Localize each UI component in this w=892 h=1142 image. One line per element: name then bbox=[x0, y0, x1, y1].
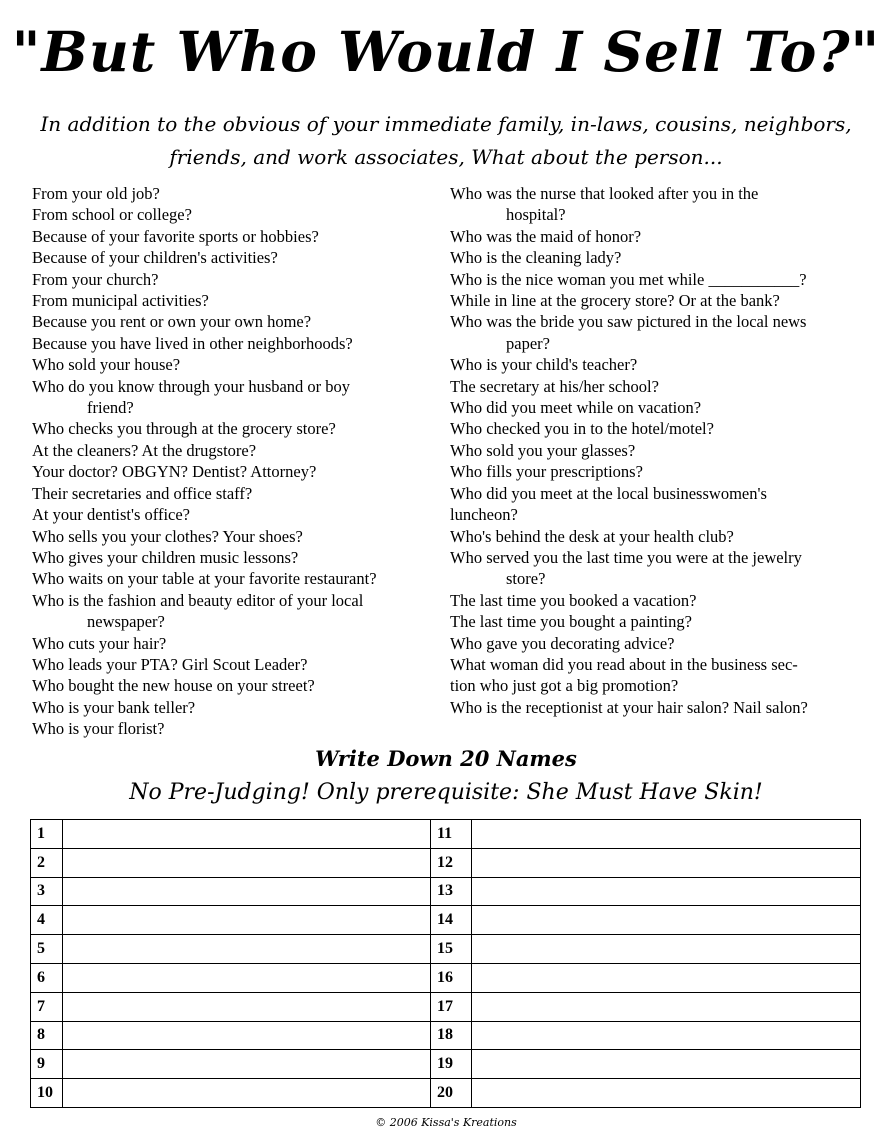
question-item: Who do you know through your husband or boy bbox=[32, 376, 351, 396]
row-number: 14 bbox=[431, 906, 472, 935]
question-item: Who served you the last time you were at the jewelry bbox=[450, 547, 802, 567]
name-entry-field[interactable] bbox=[63, 1050, 431, 1079]
name-entry-field[interactable] bbox=[472, 1079, 861, 1108]
names-table-row bbox=[31, 935, 861, 964]
question-item: Who cuts your hair? bbox=[32, 633, 167, 653]
question-item: luncheon? bbox=[450, 505, 518, 525]
name-entry-field[interactable] bbox=[63, 906, 431, 935]
name-entry-field[interactable] bbox=[472, 963, 861, 992]
question-item: Their secretaries and office staff? bbox=[32, 483, 253, 503]
question-item: The secretary at his/her school? bbox=[450, 376, 659, 396]
question-item: Who did you meet at the local businesswomen's bbox=[450, 483, 767, 503]
name-entry-field[interactable] bbox=[63, 963, 431, 992]
row-number: 18 bbox=[431, 1021, 472, 1050]
question-item: Who sold you your glasses? bbox=[450, 440, 636, 460]
name-entry-field[interactable] bbox=[472, 848, 861, 877]
row-number: 16 bbox=[431, 963, 472, 992]
row-number: 1 bbox=[31, 820, 63, 849]
row-number: 3 bbox=[31, 877, 63, 906]
intro-text: In addition to the obvious of your immediate family, in-laws, cousins, neighbors, friends, and work associates, What about the person... bbox=[40, 112, 852, 169]
name-entry-field[interactable] bbox=[472, 935, 861, 964]
question-item: Who is the receptionist at your hair salon? Nail salon? bbox=[450, 697, 808, 717]
row-number: 7 bbox=[31, 992, 63, 1021]
question-item: Who is the fashion and beauty editor of your local bbox=[32, 590, 364, 610]
question-item: What woman did you read about in the business sec- bbox=[450, 654, 798, 674]
name-entry-field[interactable] bbox=[472, 820, 861, 849]
name-entry-field[interactable] bbox=[472, 906, 861, 935]
question-item: Who was the maid of honor? bbox=[450, 226, 642, 246]
name-entry-field[interactable] bbox=[472, 1021, 861, 1050]
question-item: From your church? bbox=[32, 269, 159, 289]
name-entry-field[interactable] bbox=[63, 877, 431, 906]
row-number: 2 bbox=[31, 848, 63, 877]
row-number: 12 bbox=[431, 848, 472, 877]
row-number: 10 bbox=[31, 1079, 63, 1108]
question-item-continuation: store? bbox=[506, 569, 546, 589]
name-entry-field[interactable] bbox=[63, 848, 431, 877]
question-item: Who checks you through at the grocery store? bbox=[32, 419, 336, 439]
names-heading: Write Down 20 Names bbox=[315, 746, 577, 771]
row-number: 8 bbox=[31, 1021, 63, 1050]
question-item-continuation: newspaper? bbox=[87, 612, 165, 632]
question-item: Who sold your house? bbox=[32, 355, 181, 375]
question-item-continuation: hospital? bbox=[506, 205, 566, 225]
row-number: 15 bbox=[431, 935, 472, 964]
question-item: Who bought the new house on your street? bbox=[32, 676, 315, 696]
page-title: "But Who Would I Sell To?" bbox=[11, 19, 881, 84]
name-entry-field[interactable] bbox=[63, 1079, 431, 1108]
question-item: At the cleaners? At the drugstore? bbox=[32, 440, 257, 460]
question-item: Who gives your children music lessons? bbox=[32, 547, 299, 567]
question-item: Who is the cleaning lady? bbox=[450, 248, 622, 268]
question-item: Your doctor? OBGYN? Dentist? Attorney? bbox=[32, 462, 317, 482]
question-item: Because of your children's activities? bbox=[32, 248, 278, 268]
question-item: From your old job? bbox=[32, 184, 160, 203]
question-item-continuation: friend? bbox=[87, 398, 134, 418]
question-item-continuation: paper? bbox=[506, 333, 550, 353]
question-item: Because of your favorite sports or hobbies? bbox=[32, 226, 319, 246]
names-table-row bbox=[31, 848, 861, 877]
names-table-row bbox=[31, 963, 861, 992]
question-item: Who did you meet while on vacation? bbox=[450, 398, 702, 418]
question-item: Who is the nice woman you met while ___________? bbox=[450, 269, 807, 289]
right-question-list bbox=[450, 183, 860, 718]
names-table-row bbox=[31, 992, 861, 1021]
names-table-row bbox=[31, 1079, 861, 1108]
copyright-footer: © 2006 Kissa's Kreations bbox=[375, 1116, 517, 1129]
row-number: 4 bbox=[31, 906, 63, 935]
names-table-row bbox=[31, 1050, 861, 1079]
row-number: 13 bbox=[431, 877, 472, 906]
question-item: Who is your child's teacher? bbox=[450, 355, 638, 375]
left-question-list bbox=[32, 183, 432, 740]
question-item: Who's behind the desk at your health club? bbox=[450, 526, 734, 546]
names-table-row bbox=[31, 820, 861, 849]
names-table bbox=[30, 819, 861, 1108]
row-number: 20 bbox=[431, 1079, 472, 1108]
question-item: Who fills your prescriptions? bbox=[450, 462, 643, 482]
name-entry-field[interactable] bbox=[63, 992, 431, 1021]
name-entry-field[interactable] bbox=[472, 992, 861, 1021]
question-item: At your dentist's office? bbox=[32, 505, 191, 525]
row-number: 19 bbox=[431, 1050, 472, 1079]
question-item: Because you have lived in other neighborhoods? bbox=[32, 333, 353, 353]
question-item: Who is your bank teller? bbox=[32, 697, 196, 717]
question-item: Who checked you in to the hotel/motel? bbox=[450, 419, 714, 439]
question-item: Who leads your PTA? Girl Scout Leader? bbox=[32, 654, 308, 674]
row-number: 17 bbox=[431, 992, 472, 1021]
question-item: From school or college? bbox=[32, 205, 192, 225]
name-entry-field[interactable] bbox=[472, 1050, 861, 1079]
question-item: Who is your florist? bbox=[32, 719, 165, 739]
question-item: From municipal activities? bbox=[32, 291, 209, 311]
row-number: 11 bbox=[431, 820, 472, 849]
question-item: Who was the nurse that looked after you in the bbox=[450, 184, 759, 203]
question-item: Who sells you your clothes? Your shoes? bbox=[32, 526, 303, 546]
row-number: 6 bbox=[31, 963, 63, 992]
name-entry-field[interactable] bbox=[63, 820, 431, 849]
question-item: Who was the bride you saw pictured in the local news bbox=[450, 312, 807, 332]
names-table-row bbox=[31, 906, 861, 935]
question-item: While in line at the grocery store? Or at the bank? bbox=[450, 291, 780, 311]
names-subheading: No Pre-Judging! Only prerequisite: She Must Have Skin! bbox=[129, 780, 763, 805]
question-item: The last time you booked a vacation? bbox=[450, 590, 697, 610]
names-table-row bbox=[31, 877, 861, 906]
name-entry-field[interactable] bbox=[472, 877, 861, 906]
row-number: 5 bbox=[31, 935, 63, 964]
row-number: 9 bbox=[31, 1050, 63, 1079]
names-table-row bbox=[31, 1021, 861, 1050]
question-item: The last time you bought a painting? bbox=[450, 612, 692, 632]
question-item: Because you rent or own your own home? bbox=[32, 312, 312, 332]
question-item: tion who just got a big promotion? bbox=[450, 676, 679, 696]
question-item: Who gave you decorating advice? bbox=[450, 633, 675, 653]
question-item: Who waits on your table at your favorite restaurant? bbox=[32, 569, 377, 589]
name-entry-field[interactable] bbox=[63, 935, 431, 964]
name-entry-field[interactable] bbox=[63, 1021, 431, 1050]
